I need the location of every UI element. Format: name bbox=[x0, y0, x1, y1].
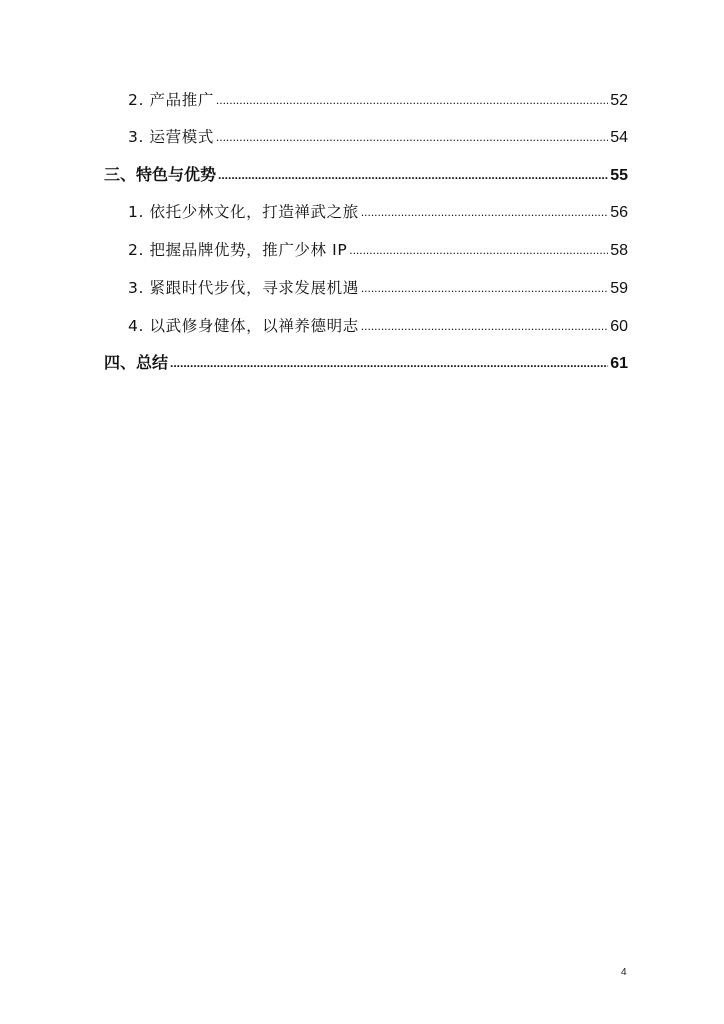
toc-entry-product-promotion[interactable] bbox=[128, 88, 628, 112]
toc-entry-title: 3. 运营模式 bbox=[128, 128, 214, 146]
toc-entry-page: 56 bbox=[610, 204, 628, 221]
page-number: 4 bbox=[621, 967, 627, 978]
toc-leader-dots bbox=[216, 124, 608, 149]
toc-leader-dots bbox=[216, 87, 608, 112]
toc-leader-dots bbox=[361, 275, 608, 300]
toc-leader-dots bbox=[218, 162, 608, 187]
toc-entry-page: 55 bbox=[610, 167, 628, 184]
toc-leader-dots bbox=[361, 313, 608, 338]
toc-entry-martial-zen[interactable] bbox=[128, 314, 628, 338]
toc-entry-page: 52 bbox=[610, 92, 628, 109]
toc-entry-features-advantages[interactable] bbox=[104, 163, 628, 187]
toc-entry-page: 58 bbox=[610, 242, 628, 259]
toc-entry-title: 三、特色与优势 bbox=[104, 165, 217, 184]
toc-entry-shaolin-culture[interactable] bbox=[128, 200, 628, 224]
toc-entry-summary[interactable] bbox=[104, 351, 628, 375]
toc-entry-title: 3. 紧跟时代步伐，寻求发展机遇 bbox=[128, 279, 359, 297]
toc-leader-dots bbox=[349, 237, 608, 262]
toc-entry-title: 1. 依托少林文化，打造禅武之旅 bbox=[128, 203, 359, 221]
toc-leader-dots bbox=[170, 350, 608, 375]
toc-leader-dots bbox=[361, 199, 608, 224]
toc-entry-operation-mode[interactable] bbox=[128, 125, 628, 149]
toc-entry-page: 54 bbox=[610, 129, 628, 146]
toc-entry-page: 60 bbox=[610, 318, 628, 335]
toc-entry-title: 2. 把握品牌优势，推广少林 IP bbox=[128, 241, 348, 259]
toc-entry-page: 59 bbox=[610, 280, 628, 297]
toc-entry-page: 61 bbox=[610, 355, 628, 372]
toc-entry-keep-pace[interactable] bbox=[128, 276, 628, 300]
toc-entry-brand-advantage[interactable] bbox=[128, 238, 628, 262]
toc-entry-title: 4. 以武修身健体，以禅养德明志 bbox=[128, 317, 359, 335]
toc-entry-title: 四、总结 bbox=[104, 353, 169, 372]
toc-entry-title: 2. 产品推广 bbox=[128, 91, 214, 109]
